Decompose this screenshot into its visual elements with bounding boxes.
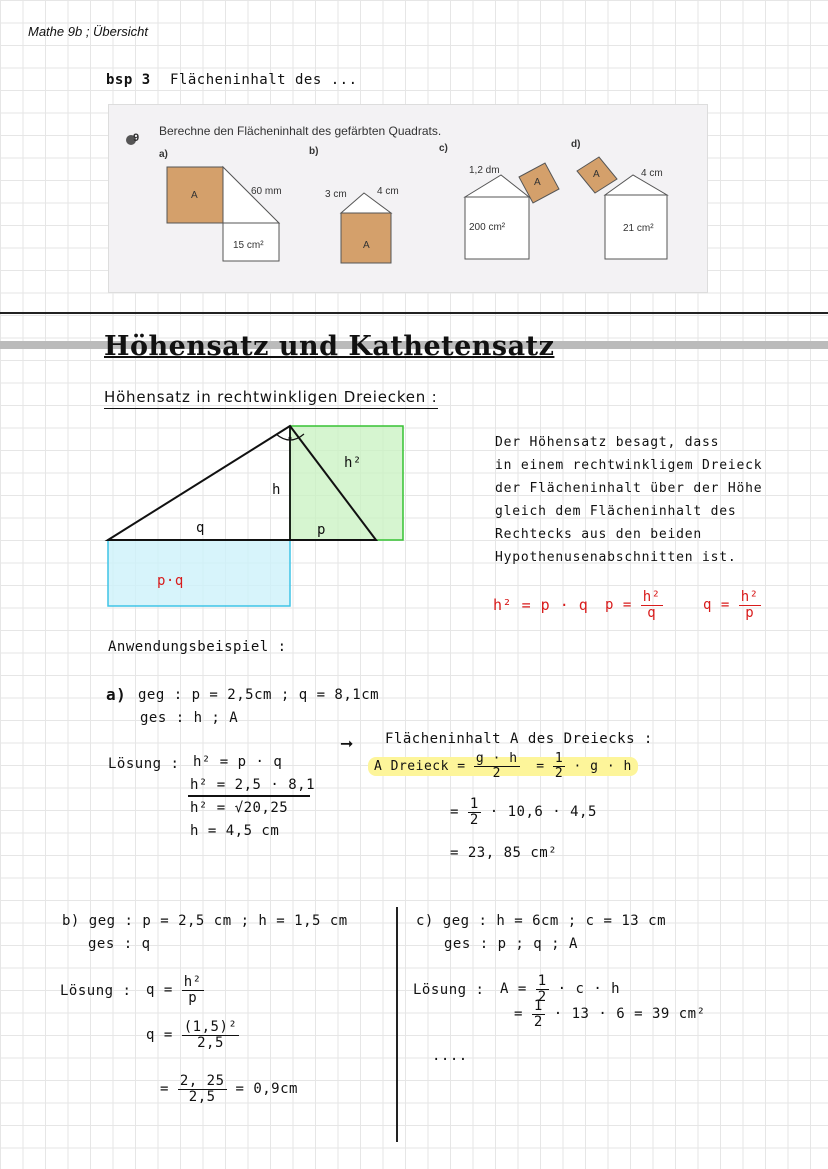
description-line: gleich dem Flächeninhalt des bbox=[495, 504, 737, 519]
c-area-label: 200 cm² bbox=[469, 222, 506, 233]
part-c-sought: ges : p ; q ; A bbox=[444, 936, 578, 952]
formula-p: p = $\frac{\text{h²}}{q}$ bbox=[605, 589, 661, 621]
part-b-formula: q = $\frac{\text{h²}}{p}$ bbox=[146, 974, 202, 1006]
hoehensatz-diagram bbox=[100, 420, 410, 620]
label-b: b) bbox=[309, 146, 319, 157]
page-title: Mathe 9b ; Übersicht bbox=[28, 24, 148, 39]
d-square-label: A bbox=[593, 169, 600, 180]
part-b-sought: ges : q bbox=[88, 936, 151, 952]
c-square-label: A bbox=[534, 177, 541, 188]
label-h-squared: h² bbox=[344, 455, 362, 471]
part-a-step: h² = 2,5 · 8,1 bbox=[190, 777, 316, 793]
section-divider bbox=[0, 312, 828, 314]
pq-rectangle bbox=[108, 540, 290, 606]
description-line: in einem rechtwinkligem Dreieck bbox=[495, 458, 763, 473]
part-c-result: = $\frac{1}{2}$ · 13 · 6 = 39 cm² bbox=[514, 998, 706, 1030]
area-formula: A Dreieck = $\frac{g \cdot h}{2}$ = $\frac{1}{2}$ · g · h bbox=[368, 752, 638, 780]
formula-q: q = $\frac{\text{h²}}{p}$ bbox=[703, 589, 759, 621]
square-b-colored bbox=[341, 213, 391, 263]
label-d: d) bbox=[571, 139, 581, 150]
part-a-solution-label: Lösung : bbox=[108, 756, 180, 772]
description-line: Der Höhensatz besagt, dass bbox=[495, 435, 720, 450]
description-line: der Flächeninhalt über der Höhe bbox=[495, 481, 763, 496]
part-a-result: h = 4,5 cm bbox=[190, 823, 280, 839]
area-result: = 23, 85 cm² bbox=[450, 845, 558, 861]
a-square-label: A bbox=[191, 190, 198, 201]
d-side-label: 4 cm bbox=[641, 168, 663, 179]
b-left-label: 3 cm bbox=[325, 189, 347, 200]
arrow-right-icon: ➞ bbox=[340, 734, 354, 753]
subsection-heading: Höhensatz in rechtwinkligen Dreiecken : bbox=[104, 388, 438, 409]
task-text: Berechne den Flächeninhalt des gefärbten Quadrats. bbox=[159, 124, 442, 138]
label-pq: p·q bbox=[157, 573, 184, 589]
example-title: Flächeninhalt des ... bbox=[170, 72, 358, 88]
part-a-label: a) bbox=[106, 685, 127, 704]
label-q: q bbox=[196, 520, 205, 536]
h-square bbox=[290, 426, 403, 540]
label-p: p bbox=[317, 522, 326, 538]
label-a: a) bbox=[159, 149, 168, 160]
d-area-label: 21 cm² bbox=[623, 223, 654, 234]
column-divider bbox=[396, 907, 398, 1142]
area-calc: = $\frac{1}{2}$ · 10,6 · 4,5 bbox=[450, 796, 597, 828]
label-c: c) bbox=[439, 143, 448, 154]
formula-h-squared: h² = p · q bbox=[493, 596, 589, 614]
example-label: bsp 3 bbox=[106, 72, 151, 88]
part-b-step: q = $\frac{\text{(1,5)²}}{2,5}$ bbox=[146, 1019, 238, 1051]
part-b-given: b) geg : p = 2,5 cm ; h = 1,5 cm bbox=[62, 913, 348, 929]
part-a-sought: ges : h ; A bbox=[140, 710, 239, 726]
part-a-step: h² = p · q bbox=[193, 754, 283, 770]
part-a-given: geg : p = 2,5cm ; q = 8,1cm bbox=[138, 687, 380, 703]
continuation-dots: .... bbox=[432, 1048, 468, 1064]
part-c-formula: A = $\frac{1}{2}$ · c · h bbox=[500, 973, 621, 1005]
textbook-photo bbox=[108, 104, 708, 293]
part-c-solution-label: Lösung : bbox=[413, 982, 485, 998]
c-top-label: 1,2 dm bbox=[469, 165, 500, 176]
label-h: h bbox=[272, 482, 281, 498]
b-right-label: 4 cm bbox=[377, 186, 399, 197]
description-line: Hypothenusenabschnitten ist. bbox=[495, 550, 737, 565]
section-title: Höhensatz und Kathetensatz bbox=[104, 331, 555, 362]
a-side-label: 60 mm bbox=[251, 186, 282, 197]
application-title: Anwendungsbeispiel : bbox=[108, 639, 287, 655]
area-heading: Flächeninhalt A des Dreiecks : bbox=[385, 731, 653, 747]
part-a-step: h² = √20,25 bbox=[190, 800, 289, 816]
underline bbox=[188, 795, 310, 797]
right-angle-dot bbox=[289, 437, 292, 440]
task-number: 9 bbox=[133, 132, 140, 144]
b-square-label: A bbox=[363, 240, 370, 251]
part-b-result: = $\frac{2, 25}{2,5}$ = 0,9cm bbox=[160, 1073, 298, 1105]
part-b-solution-label: Lösung : bbox=[60, 983, 132, 999]
part-c-given: c) geg : h = 6cm ; c = 13 cm bbox=[416, 913, 667, 929]
a-area-label: 15 cm² bbox=[233, 240, 264, 251]
description-line: Rechtecks aus den beiden bbox=[495, 527, 703, 542]
